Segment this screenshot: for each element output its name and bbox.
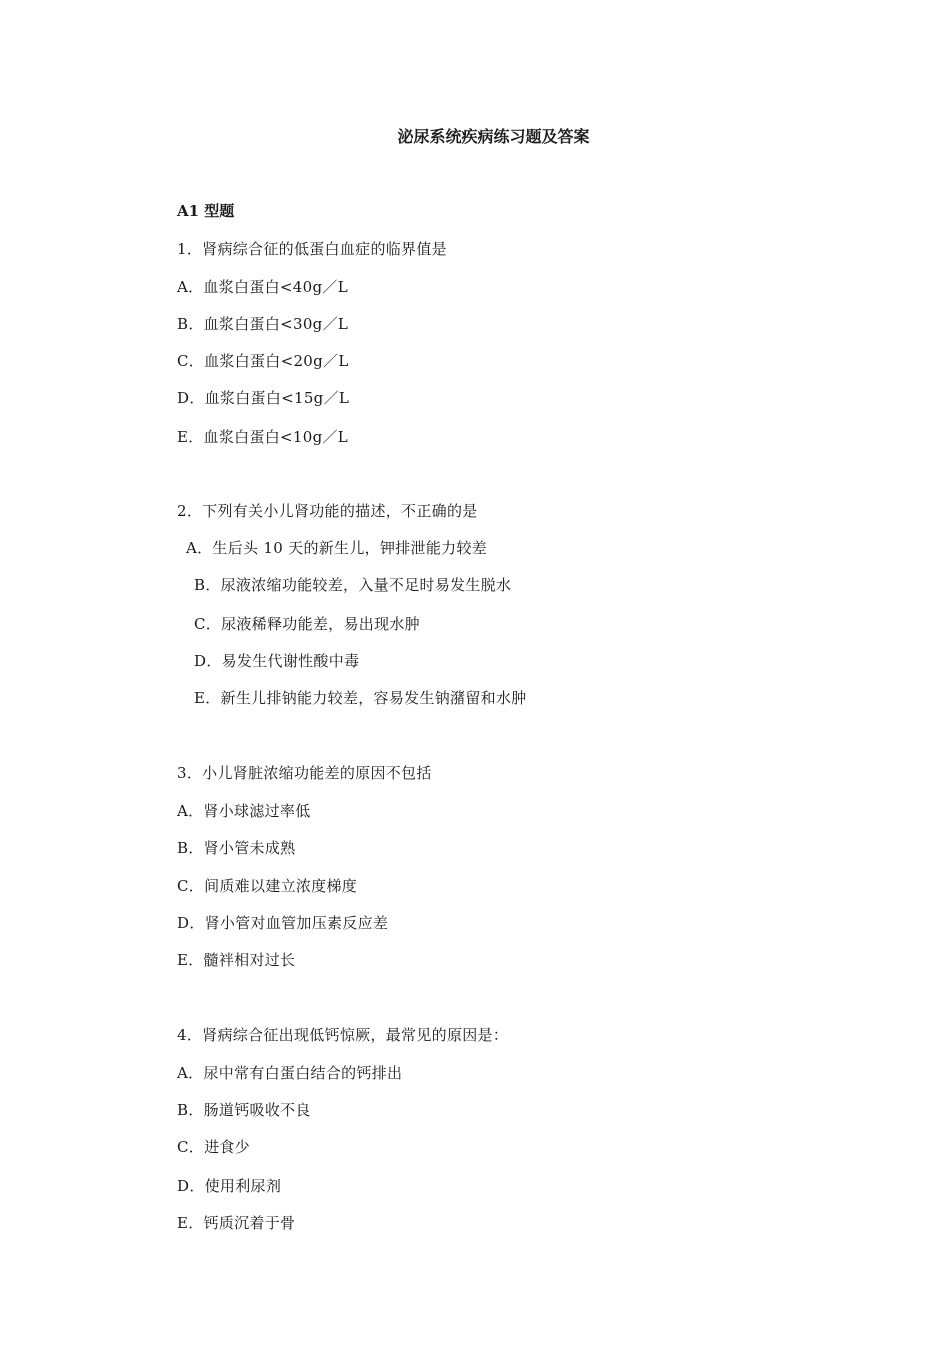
question-4-option-c: C．进食少	[177, 1138, 250, 1156]
question-4-option-b: B．肠道钙吸收不良	[177, 1101, 311, 1119]
question-2-option-b: B．尿液浓缩功能较差，入量不足时易发生脱水	[194, 576, 512, 594]
question-4-option-e: E．钙质沉着于骨	[177, 1214, 296, 1232]
question-1-option-d: D．血浆白蛋白<15g／L	[177, 389, 350, 407]
question-2-option-c: C．尿液稀释功能差，易出现水肿	[194, 615, 420, 633]
question-1-option-c: C．血浆白蛋白<20g／L	[177, 352, 349, 370]
question-2-option-a: A．生后头 10 天的新生儿，钾排泄能力较差	[186, 539, 488, 557]
question-1-option-a: A．血浆白蛋白<40g／L	[177, 278, 348, 296]
question-3-option-e: E．髓袢相对过长	[177, 951, 296, 969]
document-title: 泌尿系统疾病练习题及答案	[397, 127, 590, 146]
question-3-option-b: B．肾小管未成熟	[177, 839, 296, 857]
question-4-stem: 4．肾病综合征出现低钙惊厥，最常见的原因是：	[177, 1026, 509, 1044]
question-2-option-d: D．易发生代谢性酸中毒	[194, 652, 360, 670]
question-2-option-e: E．新生儿排钠能力较差，容易发生钠潴留和水肿	[194, 689, 527, 707]
question-3-stem: 3．小儿肾脏浓缩功能差的原因不包括	[177, 764, 432, 782]
question-3-option-c: C．间质难以建立浓度梯度	[177, 877, 358, 895]
question-3-option-d: D．肾小管对血管加压素反应差	[177, 914, 389, 932]
section-heading: A1 型题	[177, 202, 235, 220]
question-4-option-d: D．使用利尿剂	[177, 1177, 282, 1195]
question-4-option-a: A．尿中常有白蛋白结合的钙排出	[177, 1064, 403, 1082]
question-1-stem: 1．肾病综合征的低蛋白血症的临界值是	[177, 240, 447, 258]
question-3-option-a: A．肾小球滤过率低	[177, 802, 311, 820]
question-1-option-b: B．血浆白蛋白<30g／L	[177, 315, 349, 333]
question-1-option-e: E．血浆白蛋白<10g／L	[177, 428, 349, 446]
question-2-stem: 2．下列有关小儿肾功能的描述，不正确的是	[177, 502, 478, 520]
